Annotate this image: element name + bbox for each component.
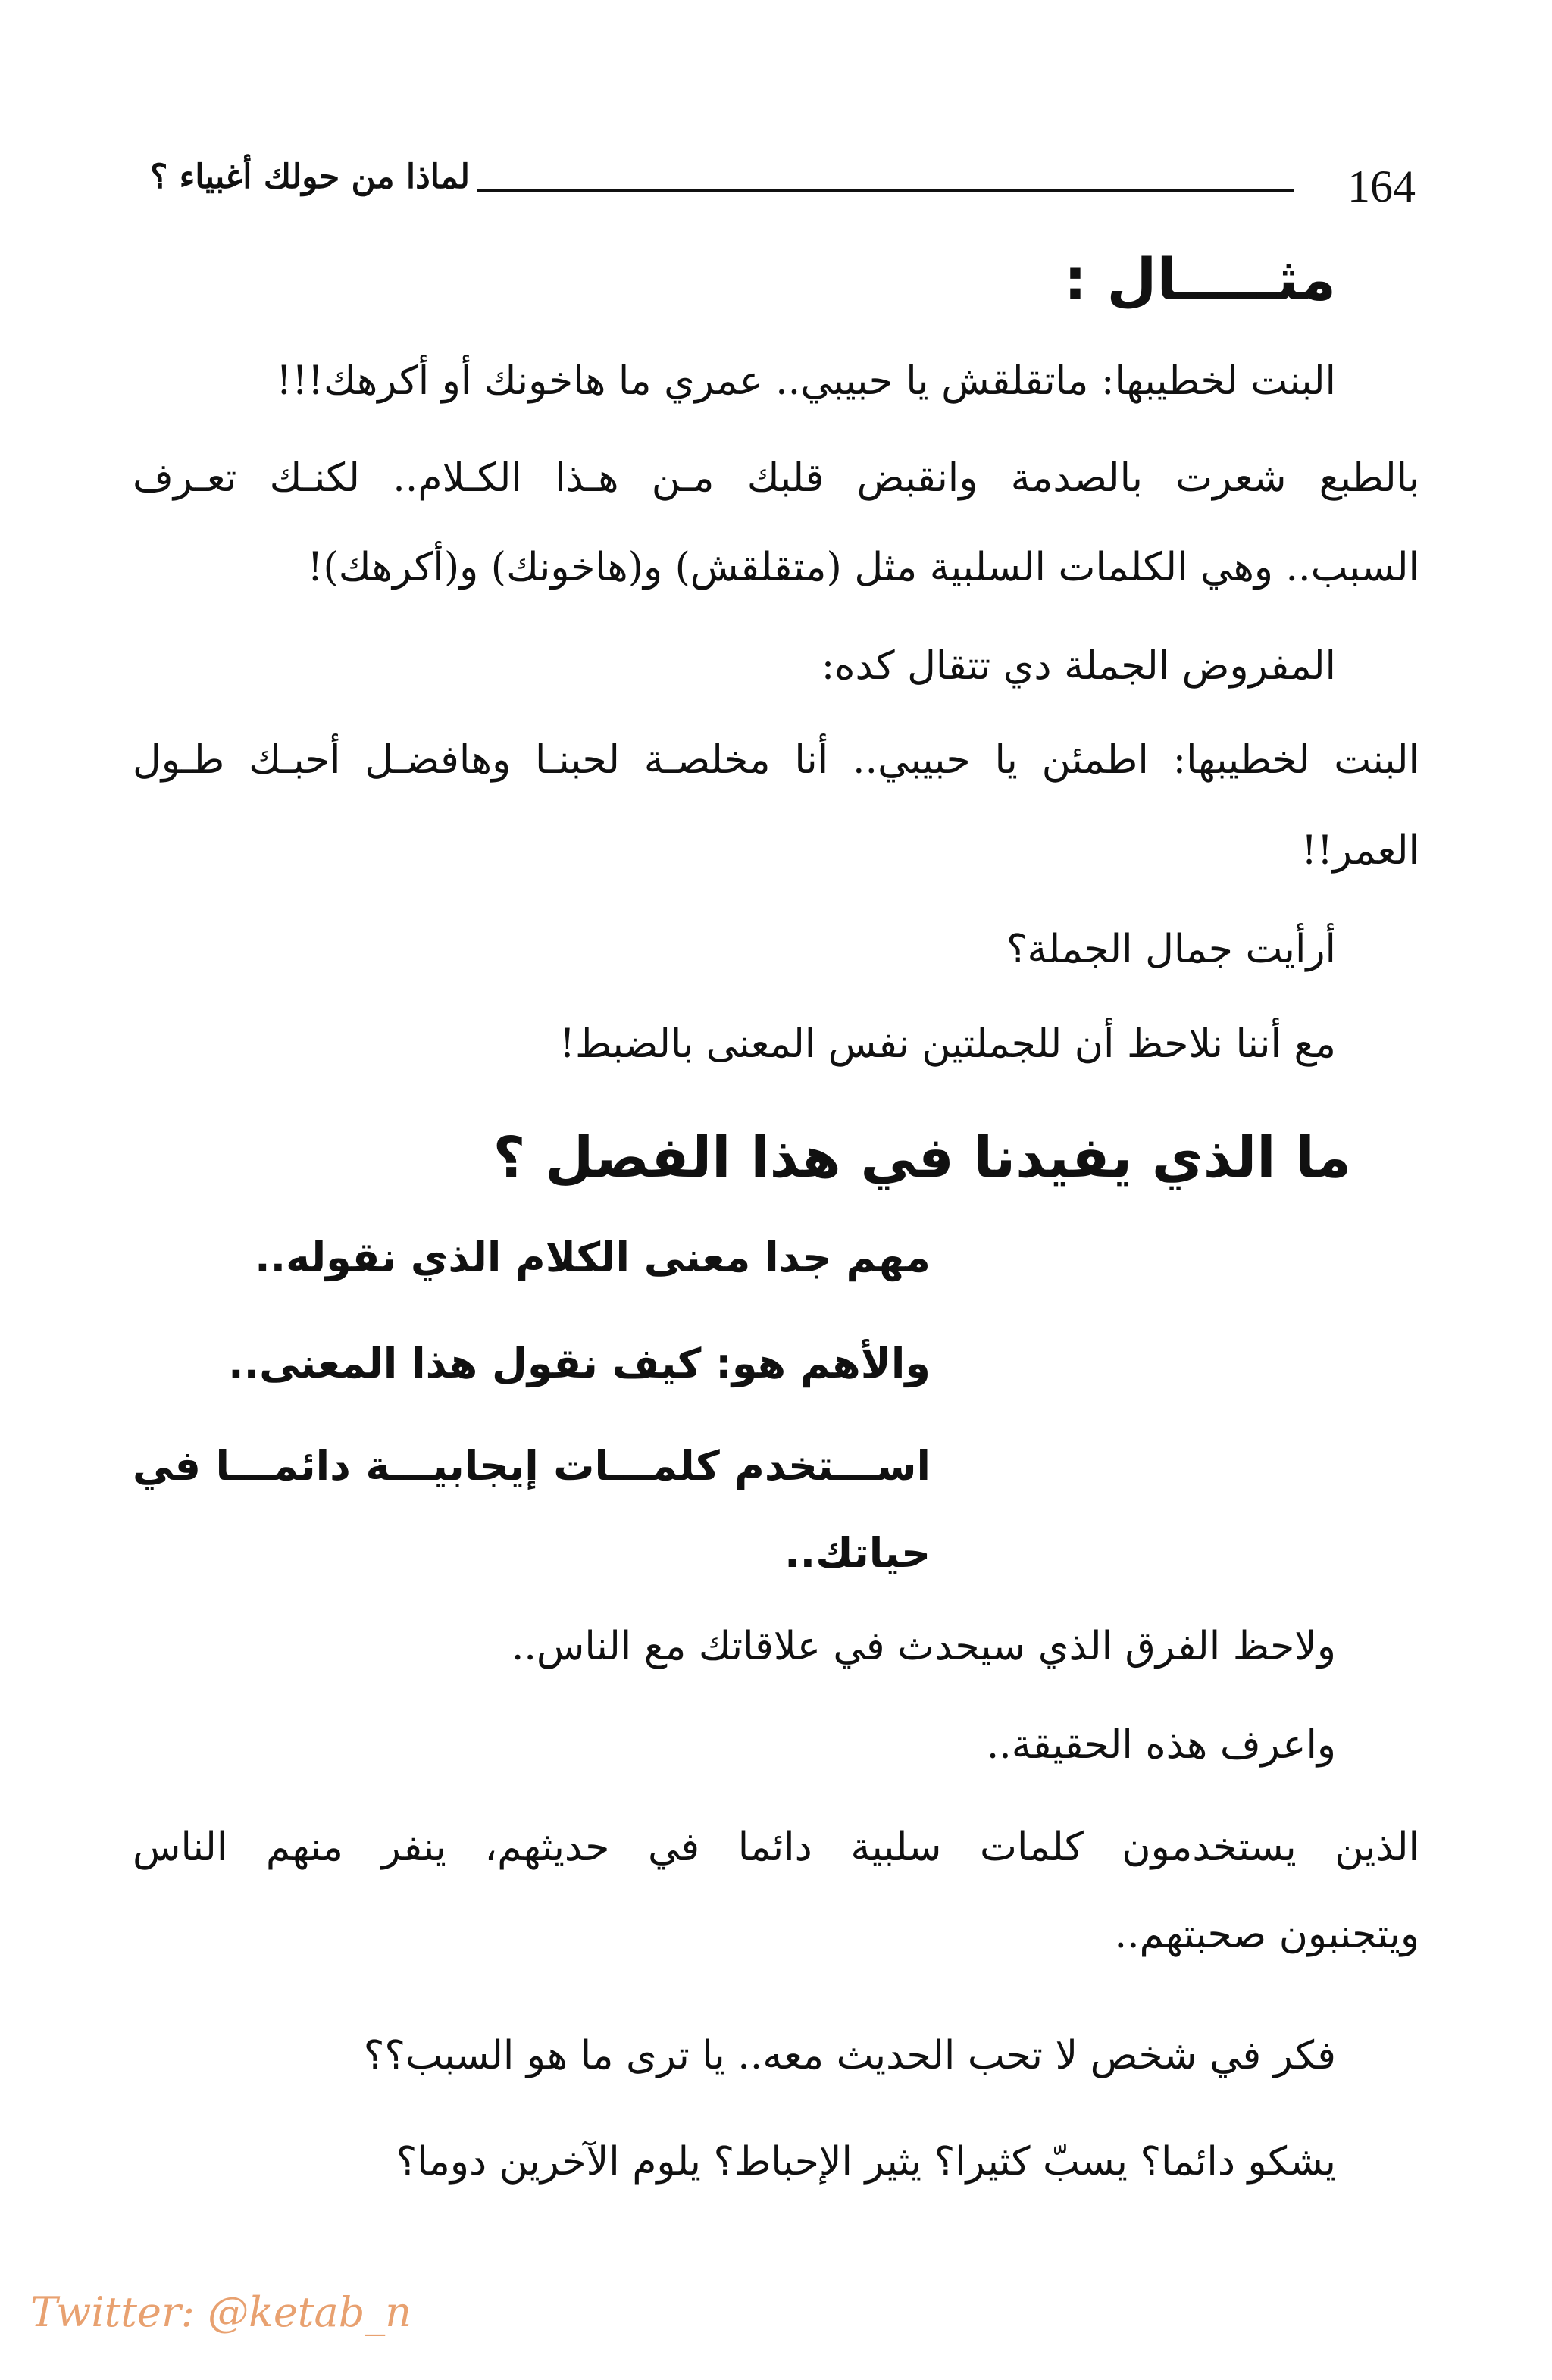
example-heading: مثـــــال :	[1063, 246, 1336, 313]
example-line-5: البنت لخطيبها: اطمئن يا حبيبي.. أنا مخلصـة لحبنـا وهافضـل أحبـك طـول	[133, 737, 1419, 783]
example-line-8: مع أننا نلاحظ أن للجملتين نفس المعنى بالضبط!	[559, 1021, 1336, 1067]
example-line-4: المفروض الجملة دي تتقال كده:	[821, 643, 1336, 689]
running-header	[121, 152, 1416, 212]
page-number: 164	[1347, 161, 1416, 211]
body-line-2: واعرف هذه الحقيقة..	[986, 1722, 1336, 1768]
running-title: لماذا من حولك أغبياء ؟	[149, 158, 470, 196]
example-line-6: العمر!!	[1301, 828, 1419, 874]
example-line-1: البنت لخطيبها: ماتقلقش يا حبيبي.. عمري ما هاخونك أو أكرهك!!!	[276, 358, 1336, 404]
body-line-1: ولاحظ الفرق الذي سيحدث في علاقاتك مع الناس..	[511, 1624, 1336, 1669]
header-rule	[477, 189, 1294, 192]
example-line-2: بالطبع شعرت بالصدمة وانقبض قلبك مـن هـذا الكـلام.. لكنـك تعـرف	[133, 455, 1419, 501]
twitter-watermark: Twitter: @ketab_n	[30, 2288, 412, 2336]
body-line-3: الذين يستخدمون كلمات سلبية دائما في حديثهم، ينفر منهم الناس	[133, 1825, 1419, 1870]
body-line-4: ويتجنبون صحبتهم..	[1114, 1912, 1419, 1957]
highlight-line-4: حياتك..	[784, 1529, 931, 1577]
body-line-6: يشكو دائما؟ يسبّ كثيرا؟ يثير الإحباط؟ يلوم الآخرين دوما؟	[396, 2139, 1336, 2185]
body-line-5: فكر في شخص لا تحب الحديث معه.. يا ترى ما هو السبب؟؟	[363, 2033, 1336, 2078]
highlight-line-2: والأهم هو: كيف نقول هذا المعنى..	[228, 1340, 931, 1387]
highlight-line-1: مهم جدا معنى الكلام الذي نقوله..	[255, 1234, 931, 1281]
example-line-7: أرأيت جمال الجملة؟	[1006, 927, 1336, 972]
highlight-line-3: اســـتخدم كلمـــات إيجابيـــة دائمـــا في	[133, 1442, 931, 1490]
section-heading: ما الذي يفيدنا في هذا الفصل ؟	[493, 1125, 1351, 1190]
example-line-3: السبب.. وهي الكلمات السلبية مثل (متقلقش) و(هاخونك) و(أكرهك)!	[307, 545, 1419, 590]
